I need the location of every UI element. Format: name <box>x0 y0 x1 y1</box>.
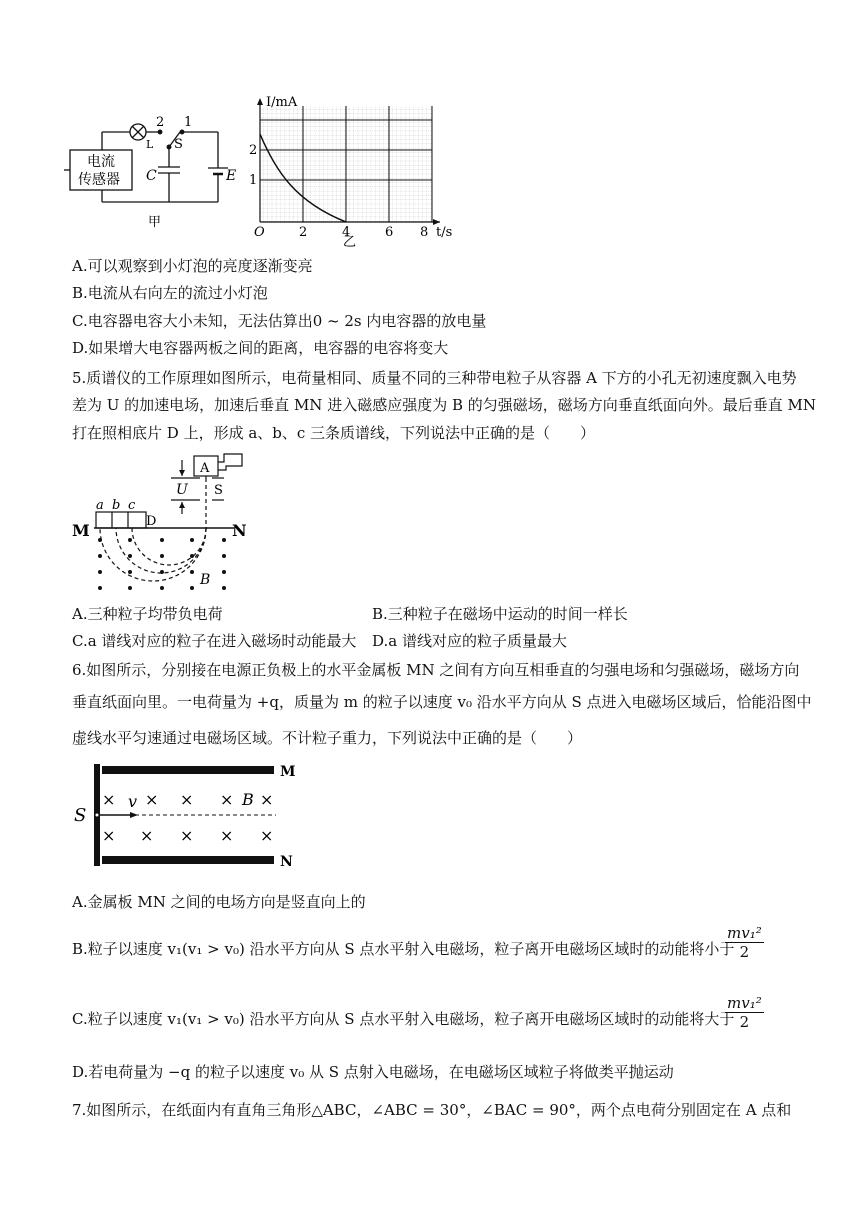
plate-d-label: D <box>146 514 157 529</box>
field-b-label: B <box>200 572 211 588</box>
fraction-denominator: 2 <box>739 1013 750 1031</box>
svg-text:×: × <box>102 826 116 845</box>
line-c-label: c <box>128 498 136 513</box>
figure-jia-circuit <box>58 92 248 244</box>
switch-pos2: 2 <box>156 115 165 130</box>
svg-text:×: × <box>145 790 159 809</box>
velocity-v-label: v <box>128 792 138 811</box>
svg-text:×: × <box>260 790 274 809</box>
x-tick: 8 <box>420 225 429 240</box>
slit-s-label: S <box>214 483 223 498</box>
q5-figure-mass-spectrometer <box>66 448 266 600</box>
x-tick: O <box>254 225 265 240</box>
voltage-u-label: U <box>176 482 188 498</box>
q5-option-d[interactable]: D.a 谱线对应的粒子质量最大 <box>372 632 567 650</box>
svg-text:×: × <box>220 790 234 809</box>
line-b-label: b <box>112 498 121 513</box>
x-tick: 6 <box>385 225 394 240</box>
figure-jia-caption: 甲 <box>148 215 162 230</box>
emf-label: E <box>226 168 237 184</box>
q6-stem-line3: 虚线水平匀速通过电磁场区域。不计粒子重力，下列说法中正确的是（ ） <box>72 729 583 747</box>
fraction-numerator: mv₁² <box>727 994 762 1012</box>
q6-option-c-fraction <box>725 994 764 1031</box>
lamp-label: L <box>146 138 154 151</box>
line-a-label: a <box>96 498 104 513</box>
svg-text:×: × <box>140 826 154 845</box>
q6-option-d[interactable]: D.若电荷量为 −q 的粒子以速度 v₀ 从 S 点射入电磁场，在电磁场区域粒子将做类平抛运动 <box>72 1063 674 1081</box>
point-s-label: S <box>74 805 87 826</box>
q4-option-d[interactable]: D.如果增大电容器两板之间的距离，电容器的电容将变大 <box>72 339 449 357</box>
q7-stem-line1: 7.如图所示，在纸面内有直角三角形△ABC，∠ABC = 30°，∠BAC = 90°，两个点电荷分别固定在 A 点和 <box>72 1101 792 1119</box>
q6-stem-line1: 6.如图所示，分别接在电源正负极上的水平金属板 MN 之间有方向互相垂直的匀强电场和匀强磁场，磁场方向 <box>72 661 800 679</box>
q5-option-c[interactable]: C.a 谱线对应的粒子在进入磁场时动能最大 <box>72 632 357 650</box>
q5-stem-line1: 5.质谱仪的工作原理如图所示，电荷量相同、质量不同的三种带电粒子从容器 A 下方的小孔无初速度飘入电势 <box>72 369 797 387</box>
sensor-label-2: 传感器 <box>78 172 120 188</box>
q5-stem-line2: 差为 U 的加速电场，加速后垂直 MN 进入磁感应强度为 B 的匀强磁场，磁场方向垂直纸面向外。最后垂直 MN <box>72 396 817 414</box>
x-tick: 2 <box>299 225 308 240</box>
fraction-numerator: mv₁² <box>727 924 762 942</box>
switch-pos1: 1 <box>184 115 193 130</box>
q4-option-b[interactable]: B.电流从右向左的流过小灯泡 <box>72 284 268 302</box>
field-b-label: B <box>242 790 254 809</box>
figure-yi-caption: 乙 <box>343 235 357 250</box>
point-m-label: M <box>72 521 90 540</box>
svg-text:×: × <box>260 826 274 845</box>
svg-text:×: × <box>102 790 116 809</box>
q6-option-a[interactable]: A.金属板 MN 之间的电场方向是竖直向上的 <box>72 893 366 911</box>
q5-stem-line3: 打在照相底片 D 上，形成 a、b、c 三条质谱线，下列说法中正确的是（ ） <box>72 424 596 442</box>
sensor-label-1: 电流 <box>87 154 115 170</box>
q6-stem-line2: 垂直纸面向里。一电荷量为 +q，质量为 m 的粒子以速度 v₀ 沿水平方向从 S 点进入电磁场区域后，恰能沿图中 <box>72 693 812 711</box>
svg-text:×: × <box>180 790 194 809</box>
q5-option-a[interactable]: A.三种粒子均带负电荷 <box>72 605 223 623</box>
svg-text:×: × <box>220 826 234 845</box>
fraction-denominator: 2 <box>739 943 750 961</box>
switch-label: S <box>174 137 183 152</box>
q4-option-a[interactable]: A.可以观察到小灯泡的亮度逐渐变亮 <box>72 257 313 275</box>
point-n-label: N <box>232 521 247 540</box>
container-a-label: A <box>200 461 210 476</box>
q4-option-c[interactable]: C.电容器电容大小未知，无法估算出0 ~ 2s 内电容器的放电量 <box>72 312 487 330</box>
svg-text:×: × <box>180 826 194 845</box>
q6-option-c[interactable]: C.粒子以速度 v₁(v₁ > v₀) 沿水平方向从 S 点水平射入电磁场，粒子离开电磁场区域时的动能将大于 <box>72 1010 735 1028</box>
capacitor-label: C <box>146 168 157 184</box>
q6-option-b-fraction <box>725 924 764 961</box>
plate-m-label: M <box>280 764 296 780</box>
q5-option-b[interactable]: B.三种粒子在磁场中运动的时间一样长 <box>372 605 628 623</box>
q6-option-b[interactable]: B.粒子以速度 v₁(v₁ > v₀) 沿水平方向从 S 点水平射入电磁场，粒子离开电磁场区域时的动能将小于 <box>72 940 735 958</box>
q6-figure-crossed-fields <box>70 760 310 872</box>
y-tick: 2 <box>249 143 258 158</box>
figure-yi-graph <box>246 92 466 250</box>
x-tick: 4 <box>342 225 351 240</box>
y-tick: 1 <box>249 173 258 188</box>
plate-n-label: N <box>280 854 293 870</box>
y-axis-label: I/mA <box>266 95 298 110</box>
x-axis-label: t/s <box>436 225 453 240</box>
